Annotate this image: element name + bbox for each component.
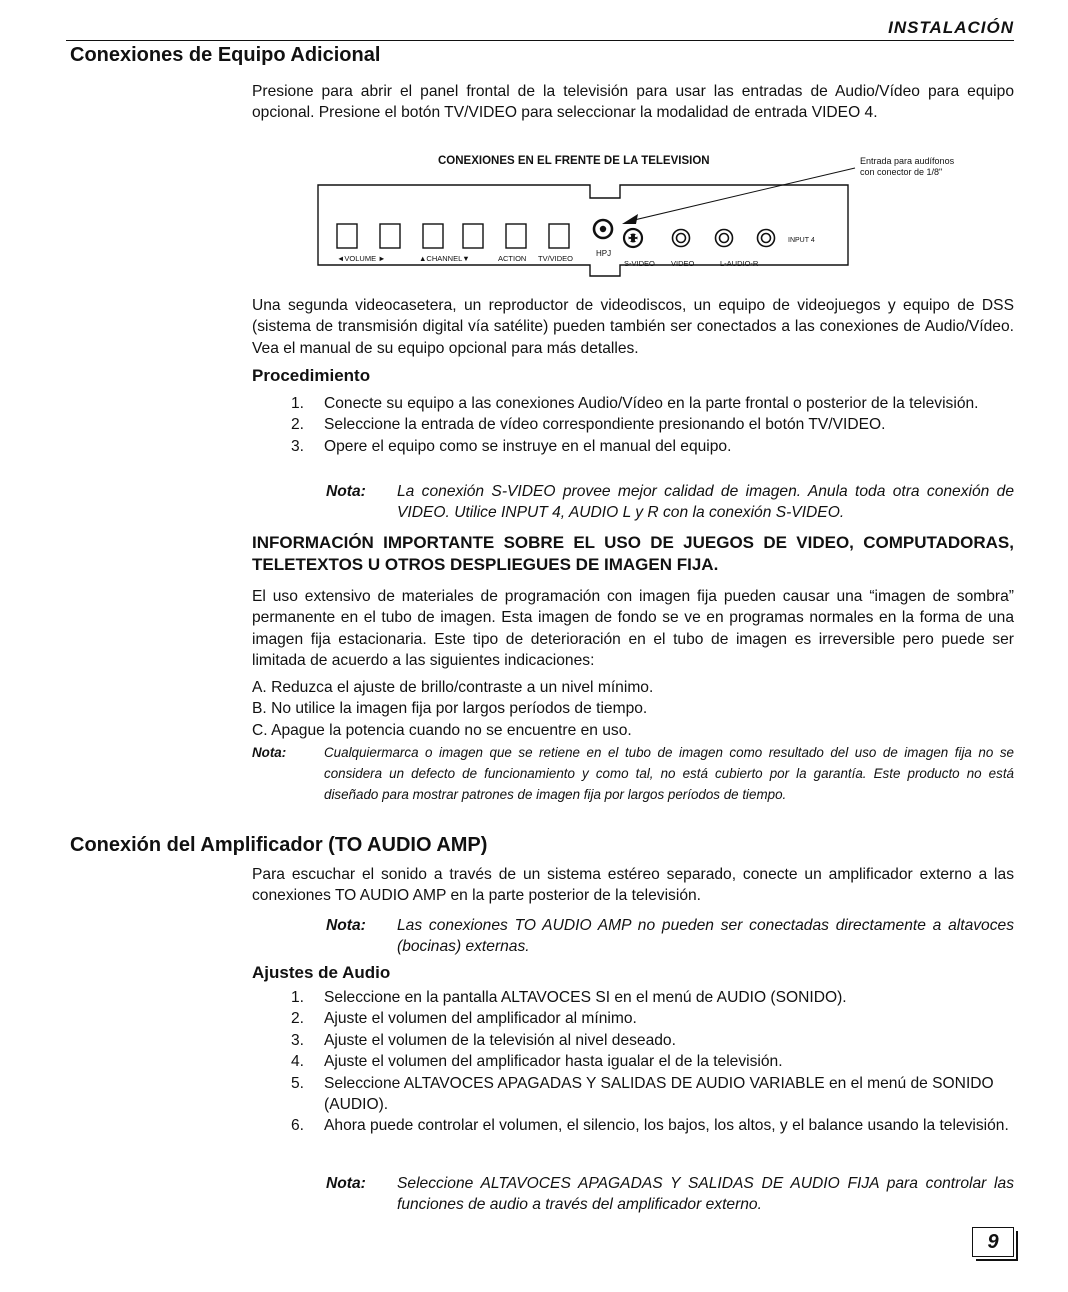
note-label: Nota: (326, 917, 366, 934)
callout-line (630, 168, 855, 221)
audio-settings-title: Ajustes de Audio (252, 963, 391, 982)
diagram-title: CONEXIONES EN EL FRENTE DE LA TELEVISION (438, 155, 710, 167)
paragraph-second-equipment: Una segunda videocasetera, un reproductor de videodiscos, un equipo de videojuegos y equipo de DSS (sistema de transmisión digital vía satélite) pueden también ser conectados a las conexiones de Audio/Vídeo. Vea el manual de su equipo opcional para más detalles. (252, 297, 1014, 357)
list-item: 1. Seleccione en la pantalla ALTAVOCES SI en el menú de AUDIO (SONIDO). (290, 989, 847, 1006)
note-label: Nota: (252, 745, 287, 760)
list-item: C. Apague la potencia cuando no se encuentre en uso. (252, 721, 632, 739)
list-item: 1. Conecte su equipo a las conexiones Audio/Vídeo en la parte frontal o posterior de la televisión. (290, 395, 979, 412)
list-item: 3. Opere el equipo como se instruye en el manual del equipo. (290, 437, 732, 455)
section-title-audio-amp: Conexión del Amplificador (TO AUDIO AMP) (70, 834, 488, 856)
video-jack-icon (673, 230, 690, 247)
label-laudior: L-AUDIO-R (720, 259, 759, 268)
label-volume: ◄VOLUME ► (337, 254, 386, 263)
list-item: 4. Ajuste el volumen del amplificador hasta igualar el de la televisión. (290, 1053, 783, 1071)
label-channel: ▲CHANNEL▼ (419, 254, 470, 263)
section-title-equipo-adicional: Conexiones de Equipo Adicional (70, 44, 381, 66)
note-audio-amp (326, 915, 1014, 958)
list-item: 2. Ajuste el volumen del amplificador al mínimo. (290, 1010, 637, 1028)
channel-down-button (463, 224, 483, 248)
important-info-heading: INFORMACIÓN IMPORTANTE SOBRE EL USO DE JUEGOS DE VIDEO, COMPUTADORAS, TELETEXTOS U OTROS DESPLIEGUES DE IMAGEN FIJA. (252, 533, 1014, 574)
note-fixed-audio (326, 1173, 1014, 1216)
procedure-title: Procedimiento (252, 366, 371, 385)
label-svideo: S-VIDEO (624, 259, 655, 268)
page-header (66, 18, 1014, 41)
note-svideo (326, 481, 1014, 524)
procedure-list (282, 393, 1014, 457)
label-hpj: HPJ (596, 249, 612, 258)
front-panel-diagram (300, 148, 1020, 278)
channel-up-button (423, 224, 443, 248)
audio-amp-paragraph: Para escuchar el sonido a través de un sistema estéreo separado, conecte un amplificador externo a las conexiones TO AUDIO AMP en la parte posterior de la televisión. (252, 866, 1014, 905)
callout-text-line2: con conector de 1/8" (860, 167, 943, 177)
callout-arrowhead (622, 214, 638, 224)
important-info-paragraph: El uso extensivo de materiales de programación con imagen fija pueden causar una “imagen de sombra” permanente en el tubo de imagen. Esta imagen de fondo se ve en programas normales en la forma de una imagen fija estacionaria. Este tipo de deterioración en el tubo de imagen es irreversible pero puede ser limitada de acuerdo a las siguientes indicaciones: (252, 588, 1014, 670)
note-label: Nota: (326, 483, 366, 500)
header-section-title: INSTALACIÓN (888, 18, 1014, 37)
list-item: A. Reduzca el ajuste de brillo/contraste a un nivel mínimo. (252, 679, 654, 696)
callout-text-line1: Entrada para audífonos (860, 156, 955, 166)
audio-right-jack-icon (758, 230, 775, 247)
label-action: ACTION (498, 254, 527, 263)
list-item: 3. Ajuste el volumen de la televisión al nivel deseado. (290, 1031, 676, 1049)
audio-steps-list (282, 987, 1014, 1137)
volume-up-button (380, 224, 400, 248)
tvvideo-button (549, 224, 569, 248)
list-item: 6. Ahora puede controlar el volumen, el silencio, los bajos, los altos, y el balance usando la televisión. (290, 1117, 1009, 1135)
note-text: La conexión S-VIDEO provee mejor calidad de imagen. Anula toda otra conexión de VIDEO. Utilice INPUT 4, AUDIO L y R con la conexión S-VIDEO. (397, 483, 1014, 522)
list-item: 2. Seleccione la entrada de vídeo correspondiente presionando el botón TV/VIDEO. (290, 416, 886, 434)
label-input4: INPUT 4 (788, 237, 815, 244)
note-text: Las conexiones TO AUDIO AMP no pueden ser conectadas directamente a altavoces (bocinas) externas. (397, 917, 1014, 956)
page-number: 9 (972, 1227, 1014, 1257)
note-label: Nota: (326, 1175, 366, 1192)
note-text: Seleccione ALTAVOCES APAGADAS Y SALIDAS DE AUDIO FIJA para controlar las funciones de audio a través del amplificador externo. (397, 1175, 1014, 1214)
audio-left-jack-icon (716, 230, 733, 247)
label-tvvideo: TV/VIDEO (538, 254, 574, 263)
volume-down-button (337, 224, 357, 248)
label-video: VIDEO (671, 259, 695, 268)
intro-paragraph: Presione para abrir el panel frontal de la televisión para usar las entradas de Audio/Vídeo para equipo opcional. Presione el botón TV/VIDEO para seleccionar la modalidad de entrada VIDEO 4. (252, 83, 1014, 122)
action-button (506, 224, 526, 248)
list-item: 5. Seleccione ALTAVOCES APAGADAS Y SALIDAS DE AUDIO VARIABLE en el menú de SONIDO (AUDIO). (290, 1074, 994, 1114)
list-item: B. No utilice la imagen fija por largos períodos de tiempo. (252, 700, 648, 718)
guidelines-list (252, 677, 1014, 741)
note-text: Cualquiermarca o imagen que se retiene en el tubo de imagen como resultado del uso de imagen fija no se considera un defecto de funcionamiento y como tal, no está cubierto por la garantía. Este producto no está diseñado para mostrar patrones de imagen fija por largos períodos de tiempo. (324, 745, 1014, 802)
note-still-image (252, 742, 1014, 805)
